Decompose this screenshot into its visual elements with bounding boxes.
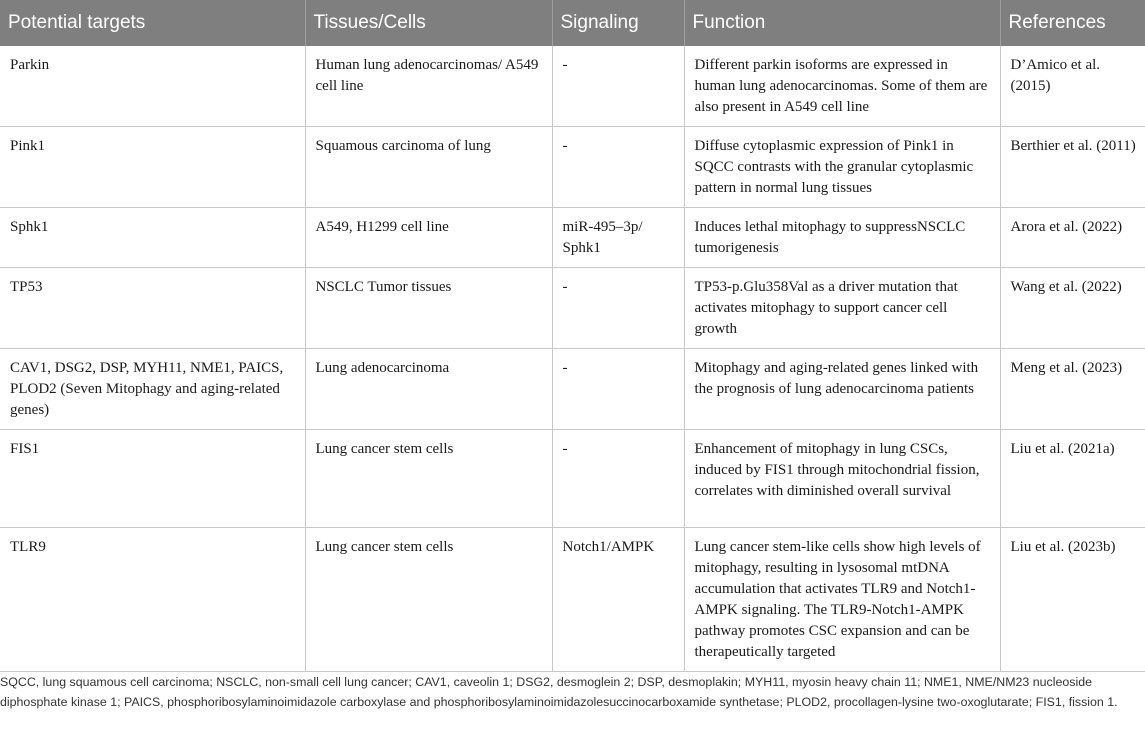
table-row [0, 430, 1145, 528]
cell-function: Mitophagy and aging-related genes linked with the prognosis of lung adenocarcinoma patients [684, 349, 1000, 430]
table-footnote: SQCC, lung squamous cell carcinoma; NSCLC, non-small cell lung cancer; CAV1, caveolin 1; DSG2, desmoglein 2; DSP, desmoplakin; MYH11, myosin heavy chain 11; NME1, NME/NM23 nucleoside diphosphate kinase 1; PAICS, phosphoribosylaminoimidazole carboxylase and phosphoribosylaminoimidazolesuccinocarboxamide synthetase; PLOD2, procollagen-lysine two-oxoglutarate; FIS1, fission 1. [0, 675, 1118, 709]
table-row [0, 127, 1145, 208]
cell-target: Parkin [0, 46, 305, 127]
cell-reference: Berthier et al. (2011) [1000, 127, 1145, 208]
table-row [0, 268, 1145, 349]
header-potential-targets: Potential targets [0, 0, 305, 46]
cell-tissues: NSCLC Tumor tissues [305, 268, 552, 349]
header-row [0, 0, 1145, 46]
table-row [0, 349, 1145, 430]
cell-target: Pink1 [0, 127, 305, 208]
cell-target: Sphk1 [0, 208, 305, 268]
cell-reference: Liu et al. (2021a) [1000, 430, 1145, 528]
table-body [0, 46, 1145, 672]
cell-tissues: Lung adenocarcinoma [305, 349, 552, 430]
cell-signaling: - [552, 46, 684, 127]
table-row [0, 208, 1145, 268]
header-function: Function [684, 0, 1000, 46]
cell-function: Diffuse cytoplasmic expression of Pink1 in SQCC contrasts with the granular cytoplasmic pattern in normal lung tissues [684, 127, 1000, 208]
cell-target: CAV1, DSG2, DSP, MYH11, NME1, PAICS, PLOD2 (Seven Mitophagy and aging-related genes) [0, 349, 305, 430]
cell-target: TP53 [0, 268, 305, 349]
cell-tissues: Human lung adenocarcinomas/ A549 cell line [305, 46, 552, 127]
cell-signaling: miR-495–3p/ Sphk1 [552, 208, 684, 268]
cell-reference: Meng et al. (2023) [1000, 349, 1145, 430]
cell-reference: Arora et al. (2022) [1000, 208, 1145, 268]
cell-reference: D’Amico et al. (2015) [1000, 46, 1145, 127]
cell-function: Induces lethal mitophagy to suppressNSCLC tumorigenesis [684, 208, 1000, 268]
cell-signaling: - [552, 349, 684, 430]
cell-signaling: - [552, 430, 684, 528]
table-header [0, 0, 1145, 46]
cell-tissues: Lung cancer stem cells [305, 528, 552, 672]
table-row [0, 46, 1145, 127]
cell-tissues: A549, H1299 cell line [305, 208, 552, 268]
cell-signaling: Notch1/AMPK [552, 528, 684, 672]
cell-reference: Liu et al. (2023b) [1000, 528, 1145, 672]
cell-target: TLR9 [0, 528, 305, 672]
cell-function: Lung cancer stem-like cells show high levels of mitophagy, resulting in lysosomal mtDNA accumulation that activates TLR9 and Notch1-AMPK signaling. The TLR9-Notch1-AMPK pathway promotes CSC expansion and can be therapeutically targeted [684, 528, 1000, 672]
header-references: References [1000, 0, 1145, 46]
table-row [0, 528, 1145, 672]
header-tissues-cells: Tissues/Cells [305, 0, 552, 46]
cell-signaling: - [552, 127, 684, 208]
cell-function: TP53-p.Glu358Val as a driver mutation that activates mitophagy to support cancer cell growth [684, 268, 1000, 349]
cell-tissues: Lung cancer stem cells [305, 430, 552, 528]
cell-reference: Wang et al. (2022) [1000, 268, 1145, 349]
cell-signaling: - [552, 268, 684, 349]
cell-target: FIS1 [0, 430, 305, 528]
cell-tissues: Squamous carcinoma of lung [305, 127, 552, 208]
cell-function: Different parkin isoforms are expressed in human lung adenocarcinomas. Some of them are also present in A549 cell line [684, 46, 1000, 127]
header-signaling: Signaling [552, 0, 684, 46]
cell-function: Enhancement of mitophagy in lung CSCs, induced by FIS1 through mitochondrial fission, correlates with diminished overall survival [684, 430, 1000, 528]
